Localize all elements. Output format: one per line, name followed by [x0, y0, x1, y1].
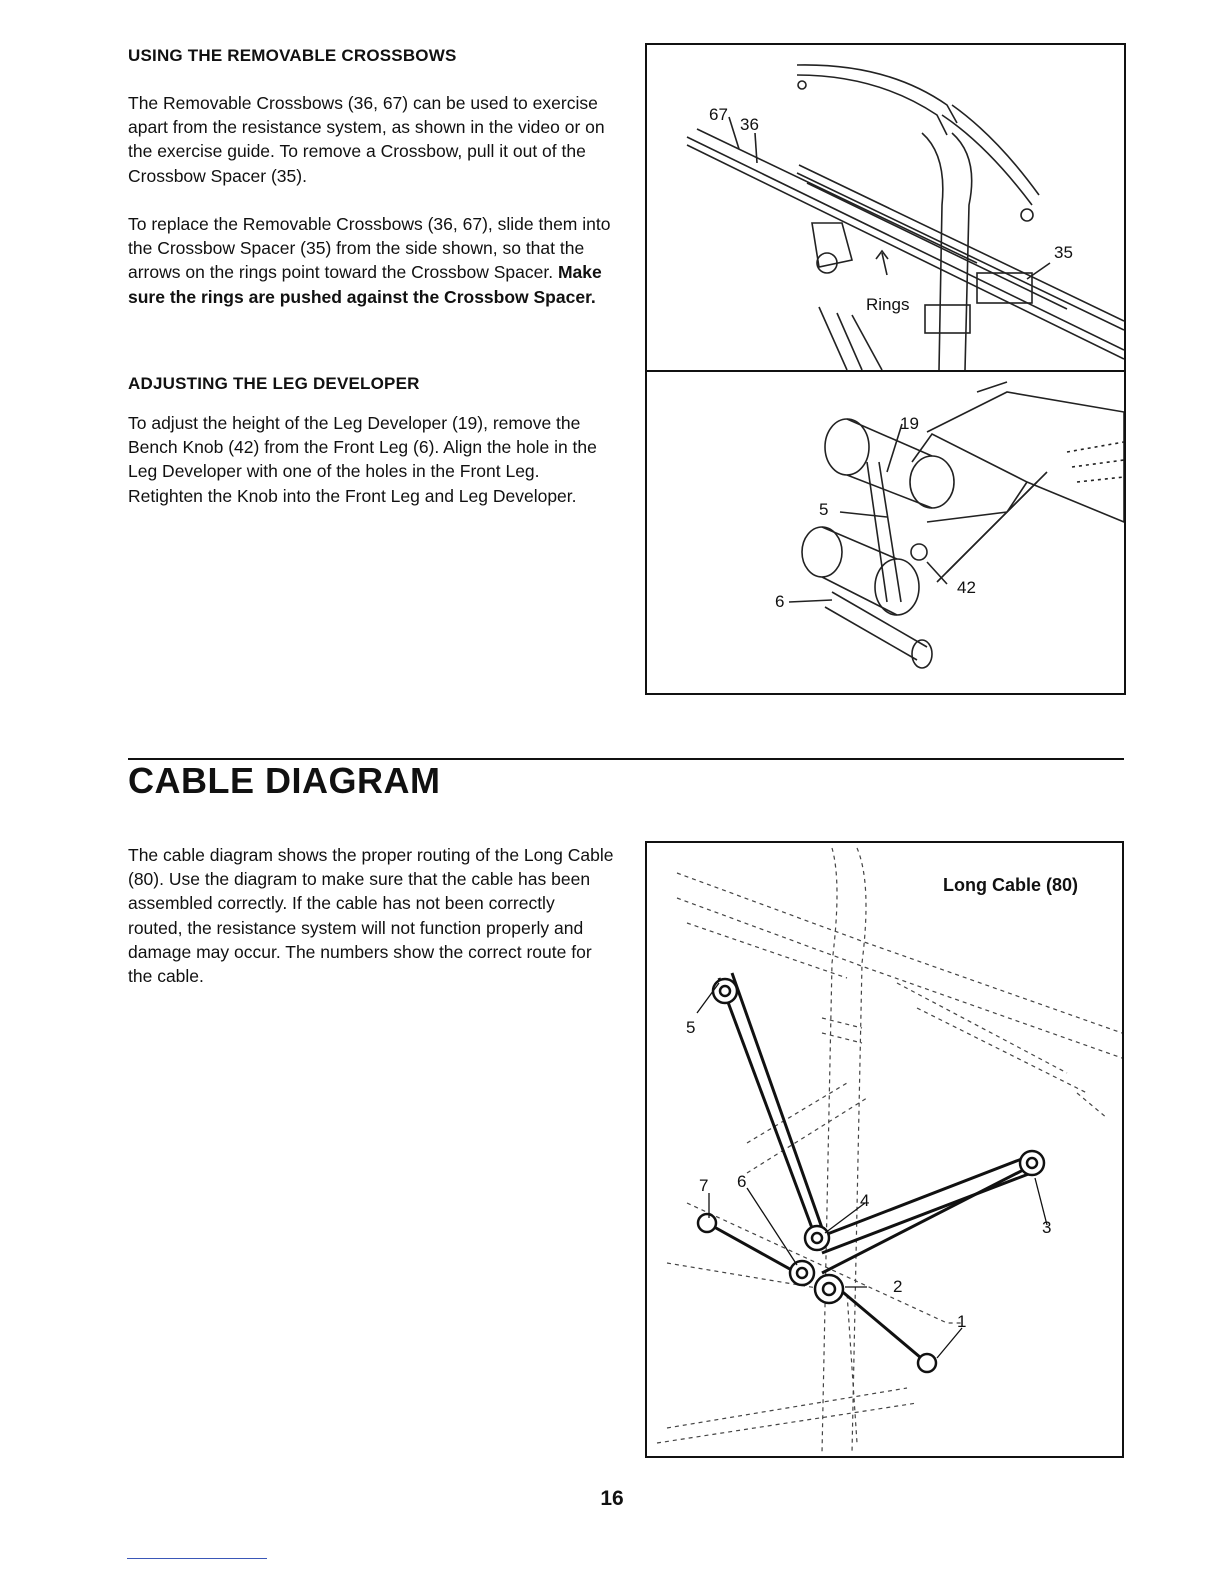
- crossbow-figure: [645, 43, 1126, 372]
- pulley-label-7: 7: [699, 1176, 709, 1195]
- crossbows-paragraph-2-text: To replace the Removable Crossbows (36, 67), slide them into the Crossbow Spacer (35) from the side shown, so that the arrows on the rings point toward the Crossbow Spacer.: [128, 214, 611, 283]
- page-number: 16: [600, 1487, 624, 1510]
- label-5: 5: [819, 500, 829, 519]
- footer-rule: [127, 1558, 267, 1559]
- label-35: 35: [1054, 243, 1073, 262]
- pulley-label-4: 4: [860, 1191, 870, 1210]
- crossbows-paragraph-2: [128, 212, 614, 309]
- leg-developer-illustration: [647, 372, 1124, 693]
- crossbows-heading: USING THE REMOVABLE CROSSBOWS: [128, 46, 457, 65]
- crossbows-paragraph-1: The Removable Crossbows (36, 67) can be used to exercise apart from the resistance system, as shown in the video or on the exercise guide. To remove a Crossbow, pull it out of the Crossbow Spacer (35).: [128, 93, 605, 186]
- leg-developer-paragraph: To adjust the height of the Leg Developer (19), remove the Bench Knob (42) from the Front Leg (6). Align the hole in the Leg Developer with one of the holes in the Front Leg. Retighten the Knob into the Front Leg and Leg Developer.: [128, 413, 597, 506]
- leg-developer-figure: [645, 370, 1126, 695]
- pulley-label-1: 1: [957, 1312, 967, 1331]
- long-cable-title: Long Cable (80): [943, 875, 1079, 895]
- label-67: 67: [709, 105, 728, 124]
- cable-illustration: [647, 843, 1122, 1456]
- pulley-label-6: 6: [737, 1172, 747, 1191]
- label-rings: Rings: [866, 295, 910, 314]
- pulley-label-2: 2: [893, 1277, 903, 1296]
- label-36: 36: [740, 115, 759, 134]
- label-6: 6: [775, 592, 785, 611]
- cable-diagram-figure: [645, 841, 1124, 1458]
- crossbow-illustration: [647, 45, 1124, 370]
- leg-developer-heading: ADJUSTING THE LEG DEVELOPER: [128, 374, 420, 393]
- pulley-label-5: 5: [686, 1018, 696, 1037]
- pulley-label-3: 3: [1042, 1218, 1052, 1237]
- label-42: 42: [957, 578, 976, 597]
- cable-diagram-title: CABLE DIAGRAM: [128, 760, 441, 801]
- cable-diagram-paragraph: The cable diagram shows the proper routing of the Long Cable (80). Use the diagram to make sure that the cable has been assembled correctly. If the cable has not been correctly routed, the resistance system will not function properly and damage may occur. The numbers show the correct route for the cable.: [128, 845, 614, 987]
- label-19: 19: [900, 414, 919, 433]
- crossbows-paragraph-2-warning: Make sure the rings are pushed against the Crossbow Spacer.: [128, 262, 602, 307]
